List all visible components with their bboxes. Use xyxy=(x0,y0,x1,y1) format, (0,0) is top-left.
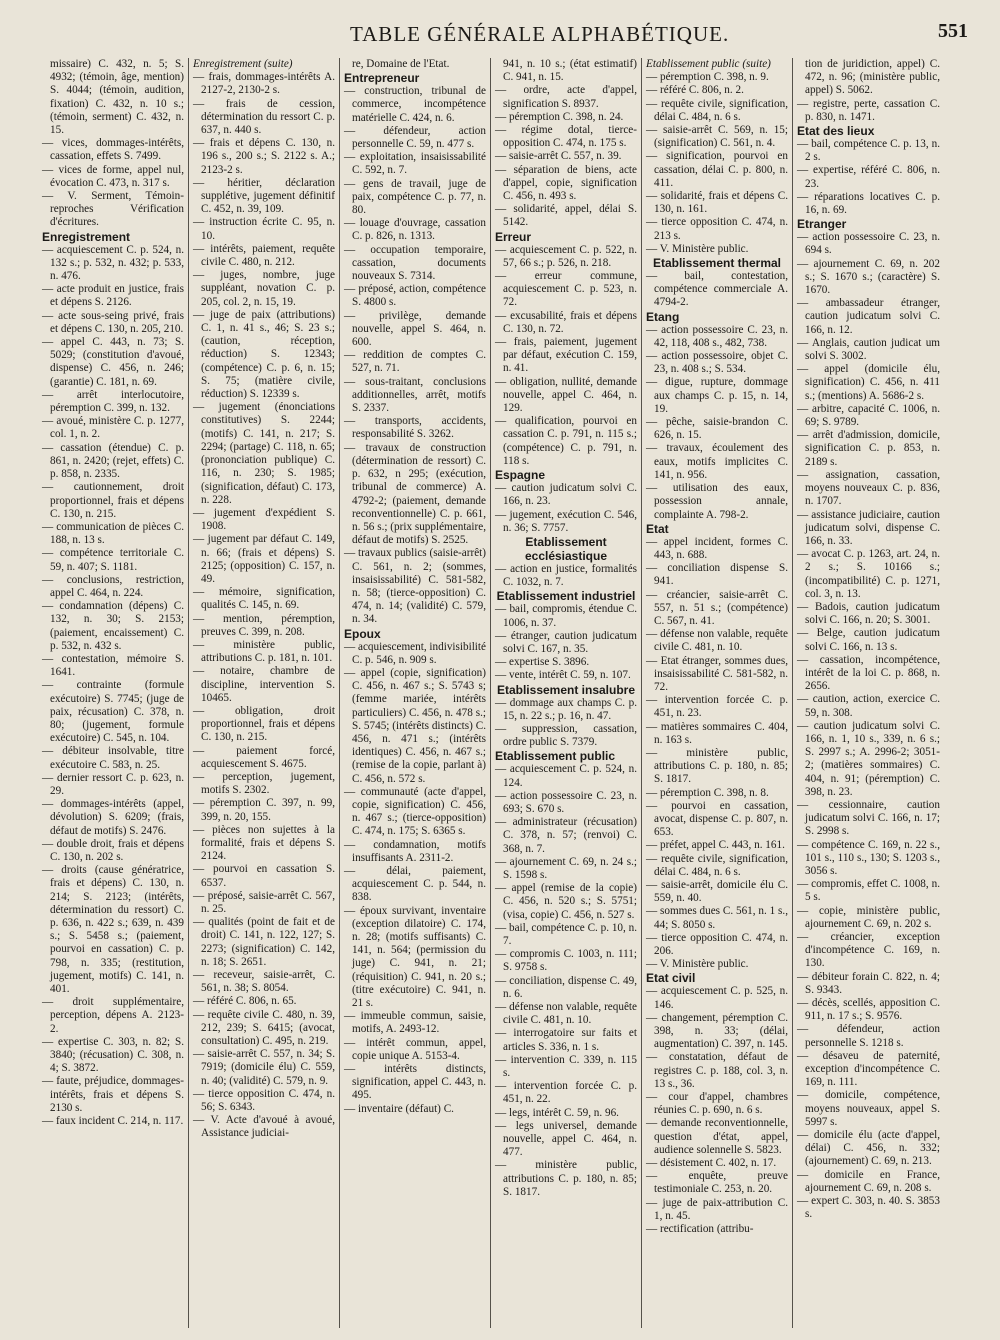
index-entry: — vente, intérêt C. 59, n. 107. xyxy=(495,669,631,682)
index-entry: — étranger, caution judicatum solvi C. 167, n. 35. xyxy=(495,629,637,655)
index-entry: — instruction écrite C. 95, n. 10. xyxy=(193,216,335,242)
index-entry: — inventaire (défaut) C. xyxy=(344,1102,454,1115)
index-entry: — référé C. 806, n. 2. xyxy=(646,84,744,97)
index-entry: — digue, rupture, dommage aux champs C. p. 15, n. 14, 19. xyxy=(646,376,788,415)
index-entry: — ordre, acte d'appel, signification S. 8937. xyxy=(495,84,637,110)
index-entry: — préposé, saisie-arrêt C. 567, n. 25. xyxy=(193,889,335,915)
index-entry: — péremption C. 398, n. 24. xyxy=(495,110,624,123)
index-entry: — copie, ministère public, ajournement C. 69, n. 202 s. xyxy=(797,904,940,930)
index-entry: — immeuble commun, saisie, motifs, A. 2493-12. xyxy=(344,1010,486,1036)
index-entry: — sommes dues C. 561, n. 1 s., 44; S. 8050 s. xyxy=(646,905,788,931)
index-entry: — ajournement C. 69, n. 202 s.; S. 1670 s.; (caractère) S. 1670. xyxy=(797,257,940,297)
index-entry: — frais de cession, détermination du ressort C. p. 637, n. 440 s. xyxy=(193,97,335,137)
index-entry: — cessionnaire, caution judicatum solvi C. 166, n. 17; S. 2998 s. xyxy=(797,798,940,838)
index-entry: — contrainte (formule exécutoire) S. 7745; (juge de paix, récusation) C. 378, n. 80; (jugement, formule exécutoire) C. 545, n. 104. xyxy=(42,679,184,745)
index-entry: — tierce opposition C. 474, n. 213 s. xyxy=(646,216,788,242)
index-entry: — désistement C. 402, n. 17. xyxy=(646,1157,777,1170)
index-entry: — intervention C. 339, n. 115 s. xyxy=(495,1053,637,1080)
page-title: TABLE GÉNÉRALE ALPHABÉTIQUE. xyxy=(350,22,730,46)
index-entry: — matières sommaires C. 404, n. 163 s. xyxy=(646,720,788,746)
index-entry: — bail, compétence C. p. 13, n. 2 s. xyxy=(797,138,940,164)
index-entry: — défendeur, action personnelle C. 59, n. 477 s. xyxy=(344,124,486,151)
index-entry: — débiteur insolvable, titre exécutoire C. 583, n. 25. xyxy=(42,745,184,771)
index-entry: — exploitation, insaisissabilité C. 592, n. 7. xyxy=(344,151,486,177)
index-entry: — faux incident C. 214, n. 117. xyxy=(42,1115,184,1128)
index-entry: — occupation temporaire, cassation, documents nouveaux S. 7314. xyxy=(344,243,486,283)
index-entry: — erreur commune, acquiescement C. p. 523, n. 72. xyxy=(495,270,637,309)
index-entry: — décès, scellés, apposition C. 911, n. 17 s.; S. 9576. xyxy=(797,997,940,1023)
index-entry: — ajournement C. 69, n. 24 s.; S. 1598 s. xyxy=(495,855,637,881)
index-entry: — expertise C. 303, n. 82; S. 3840; (récusation) C. 308, n. 4; S. 3872. xyxy=(42,1035,184,1075)
index-entry: — enquête, preuve testimoniale C. 253, n. 20. xyxy=(646,1170,788,1196)
index-entry: — louage d'ouvrage, cassation C. p. 826, n. 1313. xyxy=(344,217,486,243)
index-entry: — saisie-arrêt, domicile élu C. 559, n. 40. xyxy=(646,878,788,905)
index-entry: — changement, péremption C. 398, n. 33; (délai, augmentation) C. 397, n. 145. xyxy=(646,1011,788,1051)
index-entry: — contestation, mémoire S. 1641. xyxy=(42,652,184,679)
index-entry: — notaire, chambre de discipline, intervention S. 10465. xyxy=(193,665,335,704)
index-entry: — pièces non sujettes à la formalité, frais et dépens S. 2124. xyxy=(193,823,335,863)
index-entry: — cour d'appel, chambres réunies C. p. 690, n. 6 s. xyxy=(646,1091,788,1117)
index-entry: — mention, péremption, preuves C. 399, n. 208. xyxy=(193,612,335,638)
index-entry: — frais, dommages-intérêts A. 2127-2, 2130-2 s. xyxy=(193,71,335,97)
index-entry: — pêche, saisie-brandon C. 626, n. 15. xyxy=(646,416,788,442)
index-entry: — ministère public, attributions C. p. 181, n. 101. xyxy=(193,638,335,665)
index-entry: — frais et dépens C. 130, n. 196 s., 200 s.; S. 2122 s. A.; 2123-2 s. xyxy=(193,137,335,176)
index-heading: Etat xyxy=(646,521,669,536)
index-entry: — jugement (énonciations constitutives) S. 2244; (motifs) C. 141, n. 217; S. 2294; (partage) C. 118, n. 65; (prononciation publique) C. 116, n. 230; S. 1985; (signification, défaut) C. 173, n. 228. xyxy=(193,401,335,506)
index-entry: — compromis C. 1003, n. 111; S. 9758 s. xyxy=(495,948,637,974)
index-entry: — héritier, déclaration supplétive, jugement définitif C. 452, n. 39, 109. xyxy=(193,176,335,216)
index-entry: — vices, dommages-intérêts, cassation, effets S. 7499. xyxy=(42,137,184,163)
index-entry: — pourvoi en cassation, avocat, dispense C. p. 807, n. 653. xyxy=(646,799,788,839)
index-entry: — suppression, cassation, ordre public S. 7379. xyxy=(495,722,637,749)
index-entry: — V. Ministère public. xyxy=(646,242,749,255)
index-entry: — juges, nombre, juge suppléant, novation C. p. 205, col. 2, n. 15, 19. xyxy=(193,269,335,308)
index-entry: — solidarité, appel, délai S. 5142. xyxy=(495,203,637,229)
index-entry: — bail, compétence C. p. 10, n. 7. xyxy=(495,921,637,947)
index-entry: — action possessoire C. 23, n. 693; S. 670 s. xyxy=(495,789,637,815)
index-entry: — saisie-arrêt C. 557, n. 34; S. 7919; (domicile élu) C. 559, n. 40; (validité) C. 579, n. 9. xyxy=(193,1048,335,1087)
index-entry: — construction, tribunal de commerce, incompétence matérielle C. 424, n. 6. xyxy=(344,85,486,124)
index-entry: — domicile élu (acte d'appel, délai) C. 456, n. 332; (ajournement) C. 69, n. 213. xyxy=(797,1129,940,1168)
index-entry: — acquiescement, indivisibilité C. p. 546, n. 909 s. xyxy=(344,640,486,666)
index-entry: — reddition de comptes C. 527, n. 71. xyxy=(344,349,486,375)
index-entry: — ambassadeur étranger, caution judicatum solvi C. 166, n. 12. xyxy=(797,297,940,336)
index-entry: — tierce opposition C. 474, n. 206. xyxy=(646,931,788,957)
index-entry: — acte sous-seing privé, frais et dépens C. 130, n. 205, 210. xyxy=(42,309,184,335)
index-entry: — créancier, exception d'incompétence C. 169, n. 130. xyxy=(797,931,940,970)
index-column-3 xyxy=(340,58,491,1328)
index-entry: — compétence C. 169, n. 22 s., 101 s., 110 s., 130; S. 1203 s., 3056 s. xyxy=(797,838,940,877)
index-entry: — V. Serment, Témoin-reproches Vérification d'écritures. xyxy=(42,190,184,229)
index-entry: — qualités (point de fait et de droit) C. 141, n. 122, 127; S. 2273; (signification) C. 142, n. 18; S. 2651. xyxy=(193,916,335,968)
index-entry: — tierce opposition C. 474, n. 56; S. 6343. xyxy=(193,1087,335,1114)
index-entry: — action possessoire C. 23, n. 42, 118, 408 s., 482, 738. xyxy=(646,323,788,349)
index-entry: — legs, intérêt C. 59, n. 96. xyxy=(495,1106,619,1119)
index-entry: — délai, paiement, acquiescement C. p. 544, n. 838. xyxy=(344,864,486,904)
index-entry: — qualification, pourvoi en cassation C. p. 791, n. 115 s.; (compétence) C. p. 791, n. 118 s. xyxy=(495,415,637,467)
index-entry: — péremption C. 397, n. 99, 399, n. 20, 155. xyxy=(193,797,335,823)
index-entry: — péremption C. 398, n. 8. xyxy=(646,786,769,799)
index-heading: Enregistrement xyxy=(42,229,131,244)
index-entry: — rectification (attribu- xyxy=(646,1223,754,1236)
index-entry: — conciliation, dispense C. 49, n. 6. xyxy=(495,974,637,1000)
index-entry: — époux survivant, inventaire (exception dilatoire) C. 174, n. 28; (motifs suffisants) C. 141, n. 564; (permission du juge) C. 941, n. 21; (réquisition) C. 941, n. 20 s.; (titre exécutoire) C. 941, n. 21 s. xyxy=(344,904,486,1010)
index-entry: — expertise S. 3896. xyxy=(495,656,590,669)
index-entry: — intervention forcée C. p. 451, n. 22. xyxy=(495,1080,637,1106)
index-entry: — expertise, référé C. 806, n. 23. xyxy=(797,164,940,190)
index-column-2 xyxy=(189,58,340,1328)
index-entry: — travaux de construction (détermination de ressort) C. p. 632, n 295; (exécution, tribunal de commerce) A. 4792-2; (paiement, demande reconventionnelle) C. p. 661, n. 56 s.; (prix supplémentaire, défaut de motifs) S. 2525. xyxy=(344,441,486,547)
index-entry: — V. Ministère public. xyxy=(646,958,749,971)
index-entry: — action possessoire, objet C. 23, n. 408 s.; S. 534. xyxy=(646,350,788,376)
index-entry: — V. Acte d'avoué à avoué, Assistance judiciai- xyxy=(193,1114,335,1140)
index-heading: Etat des lieux xyxy=(797,124,875,139)
index-entry: — legs universel, demande nouvelle, appel C. 464, n. 477. xyxy=(495,1119,637,1159)
index-entry: — assignation, cassation, moyens nouveaux C. p. 836, n. 1707. xyxy=(797,468,940,508)
index-entry: — constatation, défaut de registres C. p. 188, col. 3, n. 13 s., 36. xyxy=(646,1051,788,1090)
index-heading: Etablissement thermal xyxy=(652,256,782,271)
index-entry: missaire) C. 432, n. 5; S. 4932; (témoin, âge, mention) S. 4044; (témoin, audition, fixation) C. 432, n. 10 s.; (témoin, serment) C. 432, n. 15. xyxy=(50,58,184,137)
index-entry: — péremption C. 398, n. 9. xyxy=(646,71,769,84)
index-heading: Erreur xyxy=(495,229,532,244)
index-entry: — acte produit en justice, frais et dépens S. 2126. xyxy=(42,283,184,309)
index-entry: — acquiescement C. p. 524, n. 132 s.; p. 532, n. 432; p. 533, n. 476. xyxy=(42,243,184,283)
index-entry: — arbitre, capacité C. 1006, n. 69; S. 9789. xyxy=(797,402,940,429)
index-entry: — interrogatoire sur faits et articles S. 336, n. 1 s. xyxy=(495,1027,637,1053)
index-entry: — séparation de biens, acte d'appel, copie, signification C. 456, n. 493 s. xyxy=(495,163,637,203)
index-entry: — acquiescement C. p. 524, n. 124. xyxy=(495,763,637,789)
index-entry: — intervention forcée C. p. 451, n. 23. xyxy=(646,694,788,720)
index-entry: — conclusions, restriction, appel C. 464, n. 224. xyxy=(42,573,184,599)
index-entry: — receveur, saisie-arrêt, C. 561, n. 38; S. 8054. xyxy=(193,969,335,995)
index-entry: — jugement, exécution C. 546, n. 36; S. 7757. xyxy=(495,508,637,534)
index-entry: — domicile en France, ajournement C. 69, n. 208 s. xyxy=(797,1168,940,1194)
index-entry: — acquiescement C. p. 525, n. 146. xyxy=(646,985,788,1011)
index-entry: — intérêts, paiement, requête civile C. 480, n. 212. xyxy=(193,242,335,269)
index-entry: — caution judicatum solvi C. 166, n. 1, 10 s., 339, n. 6 s.; S. 2997 s.; A. 2996-2; 3051-2; (matières sommaires) C. 404, n. 91; (péremption) C. 398, n. 23. xyxy=(797,719,940,798)
index-entry: — désaveu de paternité, exception d'incompétence C. 169, n. 111. xyxy=(797,1049,940,1089)
index-entry: — obligation, nullité, demande nouvelle, appel C. 464, n. 129. xyxy=(495,375,637,415)
index-entry: — Badois, caution judicatum solvi C. 166, n. 20; S. 3001. xyxy=(797,600,940,627)
index-entry: — préposé, action, compétence S. 4800 s. xyxy=(344,283,486,309)
index-entry: — mémoire, signification, qualités C. 145, n. 69. xyxy=(193,586,335,612)
index-entry: — défense non valable, requête civile C. 481, n. 10. xyxy=(495,1001,637,1027)
page-header xyxy=(60,18,968,52)
index-entry: — référé C. 806, n. 65. xyxy=(193,995,297,1008)
index-entry: — communauté (acte d'appel, copie, signification) C. 456, n. 467 s.; (tierce-opposition) C. 474, n. 175; S. 6365 s. xyxy=(344,785,486,838)
index-entry: — saisie-arrêt C. 557, n. 39. xyxy=(495,150,622,163)
index-entry: — requête civile, signification, délai C. 484, n. 6 s. xyxy=(646,97,788,123)
index-entry: — préfet, appel C. 443, n. 161. xyxy=(646,839,785,852)
index-entry: — arrêt interlocutoire, péremption C. 399, n. 132. xyxy=(42,388,184,415)
index-heading: Etablissement public xyxy=(495,749,616,764)
index-entry: — assistance judiciaire, caution judicatum solvi, dispense C. 166, n. 33. xyxy=(797,508,940,547)
index-entry: — pourvoi en cassation S. 6537. xyxy=(193,863,335,889)
index-entry: — droit supplémentaire, perception, dépens A. 2123-2. xyxy=(42,996,184,1035)
index-entry: — faute, préjudice, dommages-intérêts, frais et dépens S. 2130 s. xyxy=(42,1075,184,1114)
index-entry: — utilisation des eaux, possession annale, complainte A. 798-2. xyxy=(646,482,788,521)
index-entry: — intérêt commun, appel, copie unique A. 5153-4. xyxy=(344,1036,486,1062)
index-entry: — bail, contestation, compétence commerciale A. 4794-2. xyxy=(646,270,788,309)
index-entry: — jugement d'expédient S. 1908. xyxy=(193,506,335,533)
index-entry: — caution judicatum solvi C. 166, n. 23. xyxy=(495,482,637,508)
index-entry: — intérêts distincts, signification, appel C. 443, n. 495. xyxy=(344,1063,486,1102)
index-heading: Epoux xyxy=(344,626,381,641)
index-entry: — travaux, écoulement des eaux, motifs implicites C. 141, n. 956. xyxy=(646,442,788,481)
index-entry: — signification, pourvoi en cassation, délai C. p. 800, n. 411. xyxy=(646,150,788,189)
index-entry: — vices de forme, appel nul, évocation C. 473, n. 317 s. xyxy=(42,163,184,189)
index-entry: — perception, jugement, motifs S. 2302. xyxy=(193,770,335,797)
continued-heading: Enregistrement (suite) xyxy=(193,58,293,70)
page-number: 551 xyxy=(938,20,968,42)
index-entry: — appel (remise de la copie) C. 456, n. 520 s.; S. 5751; (visa, copie) C. 456, n. 527 s. xyxy=(495,882,637,921)
index-entry: — juge de paix (attributions) C. 1, n. 41 s., 46; S. 23 s.; (caution, réception, réduction) S. 12343; (compétence) C. p. 6, n. 15; S. 75; (matière civile, réduction) S. 12339 s. xyxy=(193,308,335,401)
index-entry: 941, n. 10 s.; (état estimatif) C. 941, n. 15. xyxy=(503,58,637,84)
index-entry: — double droit, frais et dépens C. 130, n. 202 s. xyxy=(42,837,184,863)
index-heading: Espagne xyxy=(495,468,546,483)
index-heading: Etablissement ecclésiastique xyxy=(524,534,608,563)
index-heading: Entrepreneur xyxy=(344,71,420,86)
index-entry: — transports, accidents, responsabilité S. 3262. xyxy=(344,415,486,441)
index-entry: — condamnation, motifs insuffisants A. 2311-2. xyxy=(344,838,486,864)
index-entry: — créancier, saisie-arrêt C. 557, n. 51 s.; (compétence) C. 567, n. 41. xyxy=(646,588,788,627)
index-entry: — défense non valable, requête civile C. 481, n. 10. xyxy=(646,628,788,654)
index-entry: — domicile, compétence, moyens nouveaux, appel S. 5997 s. xyxy=(797,1089,940,1128)
index-entry: — débiteur forain C. 822, n. 4; S. 9343. xyxy=(797,970,940,996)
index-entry: — défendeur, action personnelle S. 1218 s. xyxy=(797,1023,940,1049)
index-heading: Etablissement insalubre xyxy=(496,682,636,697)
index-heading: Etranger xyxy=(797,217,847,232)
index-entry: — frais, paiement, jugement par défaut, exécution C. 159, n. 41. xyxy=(495,336,637,375)
index-entry: — bail, compromis, étendue C. 1006, n. 37. xyxy=(495,603,637,629)
index-entry: — jugement par défaut C. 149, n. 66; (frais et dépens) S. 2125; (opposition) C. 157, n. 49. xyxy=(193,533,335,585)
index-entry: — registre, perte, cassation C. p. 830, n. 1471. xyxy=(797,97,940,123)
index-entry: — cassation, incompétence, intérêt de la loi C. p. 868, n. 2656. xyxy=(797,653,940,693)
index-entry: — excusabilité, frais et dépens C. 130, n. 72. xyxy=(495,309,637,335)
index-entry: — régime dotal, tierce-opposition C. 474, n. 175 s. xyxy=(495,124,637,150)
index-entry: — solidarité, frais et dépens C. 130, n. 161. xyxy=(646,190,788,216)
index-entry: — administrateur (récusation) C. 378, n. 57; (renvoi) C. 368, n. 7. xyxy=(495,816,637,855)
index-entry: — privilège, demande nouvelle, appel S. 464, n. 600. xyxy=(344,309,486,349)
continued-heading: Etablissement public (suite) xyxy=(646,58,771,70)
index-entry: — obligation, droit proportionnel, frais et dépens C. 130, n. 215. xyxy=(193,704,335,744)
index-entry: — paiement forcé, acquiescement S. 4675. xyxy=(193,744,335,770)
index-heading: Etablissement industriel xyxy=(496,589,636,604)
index-entry: — saisie-arrêt C. 569, n. 15; (signification) C. 561, n. 4. xyxy=(646,124,788,150)
index-entry: — requête civile C. 480, n. 39, 212, 239; S. 6415; (avocat, consultation) C. 495, n. 219. xyxy=(193,1008,335,1048)
index-entry: — appel (copie, signification) C. 456, n. 467 s.; S. 5743 s; (femme mariée, intérêts particuliers) C. 456, n. 478 s.; S. 5745; (intérêts distincts) C. 456, n. 471 s.; (intérêts identiques) C. 456, n. 467 s.; (remise de la copie, parlant à) C. 456, n. 572 s. xyxy=(344,666,486,785)
index-entry: — Belge, caution judicatum solvi C. 166, n. 13 s. xyxy=(797,627,940,653)
index-entry: — avoué, ministère C. p. 1277, col. 1, n. 2. xyxy=(42,415,184,441)
index-entry: — appel (domicile élu, signification) C. 456, n. 411 s.; (mentions) A. 5686-2 s. xyxy=(797,363,940,402)
index-entry: — conciliation dispense S. 941. xyxy=(646,562,788,588)
index-entry: — expert C. 303, n. 40. S. 3853 s. xyxy=(797,1195,940,1221)
index-entry: — caution, action, exercice C. 59, n. 308. xyxy=(797,693,940,719)
index-entry: — action en justice, formalités C. 1032, n. 7. xyxy=(495,562,637,589)
index-column-1 xyxy=(38,58,189,1328)
index-entry: re, Domaine de l'Etat. xyxy=(352,58,450,70)
index-entry: — dernier ressort C. p. 623, n. 29. xyxy=(42,771,184,797)
index-column-6 xyxy=(793,58,944,1328)
index-entry: — ministère public, attributions C. p. 180, n. 85; S. 1817. xyxy=(646,746,788,786)
index-entry: — demande reconventionnelle, question d'état, appel, audience solennelle S. 5823. xyxy=(646,1117,788,1156)
index-heading: Etat civil xyxy=(646,971,696,986)
index-entry: — dommages-intérêts (appel, dévolution) S. 6209; (frais, défaut de motifs) S. 2476. xyxy=(42,798,184,837)
index-entry: — Etat étranger, sommes dues, insaisissabilité C. 581-582, n. 72. xyxy=(646,654,788,693)
index-entry: — dommage aux champs C. p. 15, n. 22 s.; p. 16, n. 47. xyxy=(495,696,637,722)
index-entry: — sous-traitant, conclusions additionnelles, arrêt, motifs S. 2337. xyxy=(344,375,486,415)
index-entry: — appel incident, formes C. 443, n. 688. xyxy=(646,535,788,561)
index-entry: — cautionnement, droit proportionnel, frais et dépens C. 130, n. 215. xyxy=(42,481,184,520)
index-entry: — condamnation (dépens) C. 132, n. 30; S. 2153; (paiement, encaissement) C. p. 532, n. 432 s. xyxy=(42,600,184,652)
index-entry: — gens de travail, juge de paix, compétence C. p. 77, n. 80. xyxy=(344,177,486,217)
index-entry: — communication de pièces C. 188, n. 13 s. xyxy=(42,520,184,547)
index-entry: — travaux publics (saisie-arrêt) C. 561, n. 2; (sommes, insaisissabilité) C. 581-582, n. 58; (tierce-opposition) C. 474, n. 14; (validité) C. 579, n. 34. xyxy=(344,547,486,626)
index-entry: — ministère public, attributions C. p. 180, n. 85; S. 1817. xyxy=(495,1159,637,1198)
index-entry: — Anglais, caution judicat um solvi S. 3002. xyxy=(797,336,940,363)
index-entry: — compétence territoriale C. 59, n. 407; S. 1181. xyxy=(42,547,184,573)
index-entry: — droits (cause génératrice, frais et dépens) C. 130, n. 214; S. 2123; (intérêts, détermination du ressort) C. p. 636, n. 422 s.; 639, n. 439 s.; S. 5458 s.; (paiement, pourvoi en cassation) C. p. 798, n. 335; (restitution, jugement, motifs) C. 141, n. 401. xyxy=(42,864,184,996)
index-entry: tion de juridiction, appel) C. 472, n. 96; (ministère public, appel) S. 5062. xyxy=(805,58,940,97)
index-column-4 xyxy=(491,58,642,1328)
index-entry: — action possessoire C. 23, n. 694 s. xyxy=(797,231,940,257)
index-entry: — arrêt d'admission, domicile, signification C. p. 853, n. 2189 s. xyxy=(797,429,940,468)
index-column-5 xyxy=(642,58,793,1328)
index-entry: — appel C. 443, n. 73; S. 5029; (constitution d'avoué, dispense) C. 456, n. 246; (garantie) C. 181, n. 69. xyxy=(42,336,184,388)
index-entry: — acquiescement C. p. 522, n. 57, 66 s.; p. 526, n. 218. xyxy=(495,243,637,269)
index-entry: — avocat C. p. 1263, art. 24, n. 2 s.; S. 10166 s.; (incompatibilité) C. p. 1271, col. 3, n. 13. xyxy=(797,548,940,600)
index-entry: — compromis, effet C. 1008, n. 5 s. xyxy=(797,878,940,904)
index-entry: — requête civile, signification, délai C. 484, n. 6 s. xyxy=(646,852,788,878)
index-entry: — réparations locatives C. p. 16, n. 69. xyxy=(797,190,940,217)
index-entry: — cassation (étendue) C. p. 861, n. 2420; (rejet, effets) C. p. 858, n. 2335. xyxy=(42,441,184,481)
index-entry: — juge de paix-attribution C. 1, n. 45. xyxy=(646,1196,788,1222)
index-heading: Etang xyxy=(646,309,680,324)
index-columns xyxy=(38,58,986,1328)
